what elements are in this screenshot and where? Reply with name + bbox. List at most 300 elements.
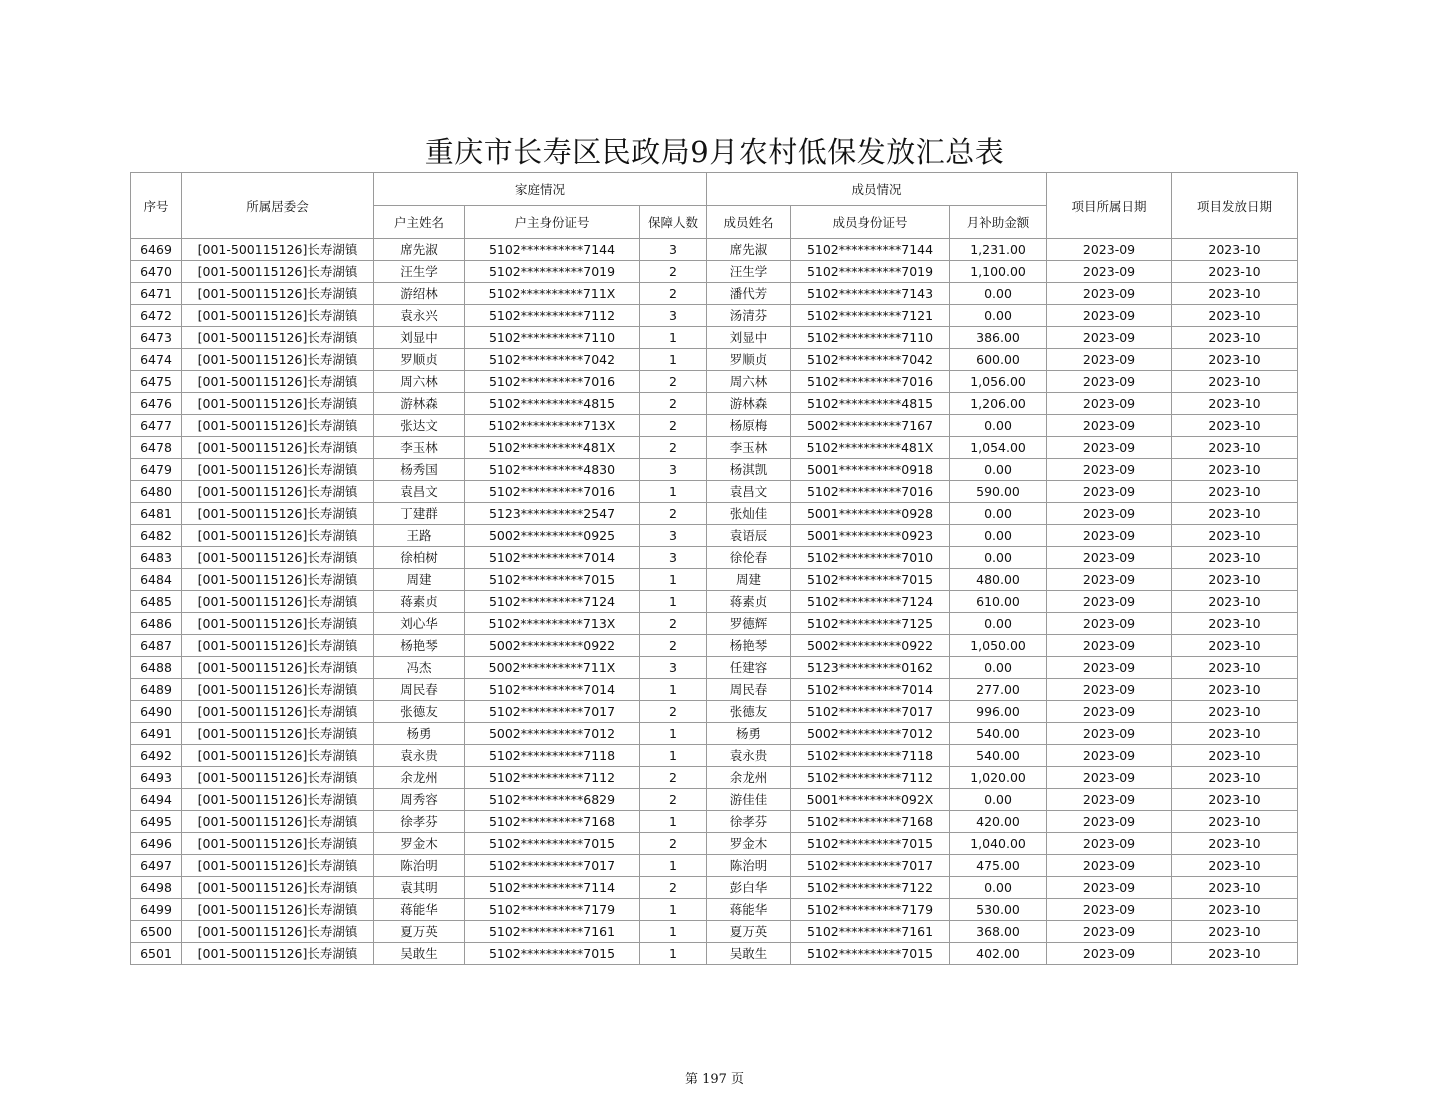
covered-count-cell: 3: [640, 657, 707, 679]
table-row: [131, 811, 1298, 833]
monthly-subsidy-cell: 402.00: [950, 943, 1047, 965]
header-member-group: 成员情况: [707, 173, 1047, 206]
head-id-cell: 5002**********0922: [465, 635, 640, 657]
issue-date-cell: 2023-10: [1172, 327, 1298, 349]
head-id-cell: 5002**********0925: [465, 525, 640, 547]
project-period-cell: 2023-09: [1047, 701, 1172, 723]
project-period-cell: 2023-09: [1047, 767, 1172, 789]
member-id-cell: 5102**********7118: [791, 745, 950, 767]
head-name-cell: 丁建群: [374, 503, 465, 525]
committee-cell: [001-500115126]长寿湖镇: [182, 679, 374, 701]
project-period-cell: 2023-09: [1047, 833, 1172, 855]
member-name-cell: 罗顺贞: [707, 349, 791, 371]
committee-cell: [001-500115126]长寿湖镇: [182, 657, 374, 679]
monthly-subsidy-cell: 1,040.00: [950, 833, 1047, 855]
committee-cell: [001-500115126]长寿湖镇: [182, 415, 374, 437]
member-id-cell: 5102**********7016: [791, 481, 950, 503]
seq-cell: 6473: [131, 327, 182, 349]
head-id-cell: 5102**********7015: [465, 569, 640, 591]
project-period-cell: 2023-09: [1047, 327, 1172, 349]
seq-cell: 6472: [131, 305, 182, 327]
monthly-subsidy-cell: 1,231.00: [950, 239, 1047, 261]
committee-cell: [001-500115126]长寿湖镇: [182, 283, 374, 305]
monthly-subsidy-cell: 0.00: [950, 305, 1047, 327]
header-project-period: 项目所属日期: [1047, 173, 1172, 239]
covered-count-cell: 1: [640, 349, 707, 371]
head-id-cell: 5102**********7016: [465, 481, 640, 503]
covered-count-cell: 2: [640, 393, 707, 415]
covered-count-cell: 2: [640, 877, 707, 899]
committee-cell: [001-500115126]长寿湖镇: [182, 899, 374, 921]
member-name-cell: 余龙州: [707, 767, 791, 789]
monthly-subsidy-cell: 1,020.00: [950, 767, 1047, 789]
monthly-subsidy-cell: 0.00: [950, 503, 1047, 525]
head-id-cell: 5102**********713X: [465, 415, 640, 437]
monthly-subsidy-cell: 610.00: [950, 591, 1047, 613]
member-name-cell: 任建容: [707, 657, 791, 679]
seq-cell: 6471: [131, 283, 182, 305]
head-id-cell: 5102**********7114: [465, 877, 640, 899]
monthly-subsidy-cell: 368.00: [950, 921, 1047, 943]
committee-cell: [001-500115126]长寿湖镇: [182, 569, 374, 591]
project-period-cell: 2023-09: [1047, 789, 1172, 811]
table-row: [131, 415, 1298, 437]
head-name-cell: 周建: [374, 569, 465, 591]
head-id-cell: 5102**********7118: [465, 745, 640, 767]
member-name-cell: 彭白华: [707, 877, 791, 899]
page-number: 第 197 页: [684, 1072, 745, 1087]
header-head-id: 户主身份证号: [465, 206, 640, 239]
member-name-cell: 游林森: [707, 393, 791, 415]
table-row: [131, 789, 1298, 811]
project-period-cell: 2023-09: [1047, 679, 1172, 701]
member-name-cell: 夏万英: [707, 921, 791, 943]
issue-date-cell: 2023-10: [1172, 745, 1298, 767]
seq-cell: 6495: [131, 811, 182, 833]
seq-cell: 6500: [131, 921, 182, 943]
head-id-cell: 5102**********7015: [465, 943, 640, 965]
issue-date-cell: 2023-10: [1172, 415, 1298, 437]
member-name-cell: 游佳佳: [707, 789, 791, 811]
committee-cell: [001-500115126]长寿湖镇: [182, 305, 374, 327]
issue-date-cell: 2023-10: [1172, 481, 1298, 503]
covered-count-cell: 1: [640, 921, 707, 943]
head-name-cell: 袁永兴: [374, 305, 465, 327]
head-name-cell: 张达文: [374, 415, 465, 437]
head-id-cell: 5102**********7161: [465, 921, 640, 943]
member-name-cell: 袁永贵: [707, 745, 791, 767]
member-id-cell: 5102**********7015: [791, 833, 950, 855]
monthly-subsidy-cell: 0.00: [950, 789, 1047, 811]
table-row: [131, 371, 1298, 393]
project-period-cell: 2023-09: [1047, 239, 1172, 261]
project-period-cell: 2023-09: [1047, 503, 1172, 525]
committee-cell: [001-500115126]长寿湖镇: [182, 591, 374, 613]
head-name-cell: 王路: [374, 525, 465, 547]
header-member-name: 成员姓名: [707, 206, 791, 239]
issue-date-cell: 2023-10: [1172, 877, 1298, 899]
committee-cell: [001-500115126]长寿湖镇: [182, 327, 374, 349]
head-id-cell: 5102**********481X: [465, 437, 640, 459]
table-row: [131, 261, 1298, 283]
monthly-subsidy-cell: 530.00: [950, 899, 1047, 921]
table-row: [131, 503, 1298, 525]
seq-cell: 6494: [131, 789, 182, 811]
covered-count-cell: 2: [640, 789, 707, 811]
committee-cell: [001-500115126]长寿湖镇: [182, 943, 374, 965]
member-name-cell: 汤清芬: [707, 305, 791, 327]
head-name-cell: 李玉林: [374, 437, 465, 459]
head-name-cell: 袁昌文: [374, 481, 465, 503]
member-id-cell: 5102**********7017: [791, 701, 950, 723]
issue-date-cell: 2023-10: [1172, 789, 1298, 811]
seq-cell: 6481: [131, 503, 182, 525]
header-covered-count: 保障人数: [640, 206, 707, 239]
header-seq: 序号: [131, 173, 182, 239]
header-member-id: 成员身份证号: [791, 206, 950, 239]
head-name-cell: 蒋素贞: [374, 591, 465, 613]
project-period-cell: 2023-09: [1047, 393, 1172, 415]
table-row: [131, 481, 1298, 503]
member-id-cell: 5102**********7121: [791, 305, 950, 327]
committee-cell: [001-500115126]长寿湖镇: [182, 481, 374, 503]
table-row: [131, 855, 1298, 877]
project-period-cell: 2023-09: [1047, 855, 1172, 877]
head-id-cell: 5102**********7016: [465, 371, 640, 393]
monthly-subsidy-cell: 540.00: [950, 723, 1047, 745]
covered-count-cell: 1: [640, 811, 707, 833]
committee-cell: [001-500115126]长寿湖镇: [182, 371, 374, 393]
committee-cell: [001-500115126]长寿湖镇: [182, 877, 374, 899]
member-id-cell: 5102**********7112: [791, 767, 950, 789]
table-row: [131, 723, 1298, 745]
member-id-cell: 5102**********7110: [791, 327, 950, 349]
project-period-cell: 2023-09: [1047, 547, 1172, 569]
header-family-group: 家庭情况: [374, 173, 707, 206]
head-id-cell: 5102**********7019: [465, 261, 640, 283]
header-committee: 所属居委会: [182, 173, 374, 239]
head-name-cell: 周民春: [374, 679, 465, 701]
head-id-cell: 5102**********7144: [465, 239, 640, 261]
head-name-cell: 袁其明: [374, 877, 465, 899]
project-period-cell: 2023-09: [1047, 591, 1172, 613]
table-row: [131, 613, 1298, 635]
table-row: [131, 767, 1298, 789]
project-period-cell: 2023-09: [1047, 283, 1172, 305]
allowance-table: [130, 172, 1298, 965]
head-id-cell: 5102**********7017: [465, 855, 640, 877]
seq-cell: 6489: [131, 679, 182, 701]
covered-count-cell: 2: [640, 833, 707, 855]
head-id-cell: 5102**********7015: [465, 833, 640, 855]
covered-count-cell: 3: [640, 547, 707, 569]
table-row: [131, 877, 1298, 899]
covered-count-cell: 3: [640, 459, 707, 481]
covered-count-cell: 1: [640, 745, 707, 767]
seq-cell: 6480: [131, 481, 182, 503]
committee-cell: [001-500115126]长寿湖镇: [182, 921, 374, 943]
seq-cell: 6499: [131, 899, 182, 921]
table-row: [131, 833, 1298, 855]
member-id-cell: 5102**********7124: [791, 591, 950, 613]
seq-cell: 6492: [131, 745, 182, 767]
monthly-subsidy-cell: 540.00: [950, 745, 1047, 767]
table-row: [131, 679, 1298, 701]
project-period-cell: 2023-09: [1047, 569, 1172, 591]
issue-date-cell: 2023-10: [1172, 459, 1298, 481]
monthly-subsidy-cell: 1,054.00: [950, 437, 1047, 459]
head-name-cell: 周秀容: [374, 789, 465, 811]
member-id-cell: 5102**********481X: [791, 437, 950, 459]
member-name-cell: 杨艳琴: [707, 635, 791, 657]
monthly-subsidy-cell: 386.00: [950, 327, 1047, 349]
monthly-subsidy-cell: 590.00: [950, 481, 1047, 503]
head-name-cell: 罗顺贞: [374, 349, 465, 371]
head-name-cell: 周六林: [374, 371, 465, 393]
covered-count-cell: 3: [640, 525, 707, 547]
member-name-cell: 蒋能华: [707, 899, 791, 921]
head-id-cell: 5102**********7179: [465, 899, 640, 921]
issue-date-cell: 2023-10: [1172, 437, 1298, 459]
member-id-cell: 5102**********7016: [791, 371, 950, 393]
head-name-cell: 汪生学: [374, 261, 465, 283]
seq-cell: 6491: [131, 723, 182, 745]
head-name-cell: 袁永贵: [374, 745, 465, 767]
seq-cell: 6493: [131, 767, 182, 789]
head-id-cell: 5102**********7124: [465, 591, 640, 613]
committee-cell: [001-500115126]长寿湖镇: [182, 723, 374, 745]
committee-cell: [001-500115126]长寿湖镇: [182, 349, 374, 371]
head-name-cell: 刘显中: [374, 327, 465, 349]
monthly-subsidy-cell: 0.00: [950, 613, 1047, 635]
issue-date-cell: 2023-10: [1172, 393, 1298, 415]
table-row: [131, 393, 1298, 415]
member-id-cell: 5102**********7161: [791, 921, 950, 943]
committee-cell: [001-500115126]长寿湖镇: [182, 811, 374, 833]
member-name-cell: 周民春: [707, 679, 791, 701]
table-row: [131, 657, 1298, 679]
covered-count-cell: 1: [640, 591, 707, 613]
project-period-cell: 2023-09: [1047, 723, 1172, 745]
member-name-cell: 刘显中: [707, 327, 791, 349]
member-id-cell: 5002**********7167: [791, 415, 950, 437]
head-name-cell: 罗金木: [374, 833, 465, 855]
page-title: 重庆市长寿区民政局9月农村低保发放汇总表: [424, 135, 1005, 169]
project-period-cell: 2023-09: [1047, 613, 1172, 635]
member-id-cell: 5102**********7125: [791, 613, 950, 635]
covered-count-cell: 1: [640, 327, 707, 349]
table-row: [131, 327, 1298, 349]
project-period-cell: 2023-09: [1047, 481, 1172, 503]
issue-date-cell: 2023-10: [1172, 635, 1298, 657]
head-name-cell: 杨勇: [374, 723, 465, 745]
member-id-cell: 5102**********7014: [791, 679, 950, 701]
member-name-cell: 李玉林: [707, 437, 791, 459]
project-period-cell: 2023-09: [1047, 525, 1172, 547]
table-row: [131, 569, 1298, 591]
monthly-subsidy-cell: 0.00: [950, 283, 1047, 305]
member-id-cell: 5102**********7168: [791, 811, 950, 833]
head-name-cell: 陈治明: [374, 855, 465, 877]
committee-cell: [001-500115126]长寿湖镇: [182, 833, 374, 855]
seq-cell: 6470: [131, 261, 182, 283]
issue-date-cell: 2023-10: [1172, 723, 1298, 745]
member-name-cell: 张灿佳: [707, 503, 791, 525]
member-name-cell: 袁语辰: [707, 525, 791, 547]
header-head-name: 户主姓名: [374, 206, 465, 239]
seq-cell: 6484: [131, 569, 182, 591]
covered-count-cell: 2: [640, 767, 707, 789]
issue-date-cell: 2023-10: [1172, 503, 1298, 525]
seq-cell: 6486: [131, 613, 182, 635]
committee-cell: [001-500115126]长寿湖镇: [182, 503, 374, 525]
member-name-cell: 罗德辉: [707, 613, 791, 635]
head-name-cell: 杨艳琴: [374, 635, 465, 657]
head-id-cell: 5102**********7112: [465, 305, 640, 327]
covered-count-cell: 1: [640, 855, 707, 877]
seq-cell: 6474: [131, 349, 182, 371]
project-period-cell: 2023-09: [1047, 437, 1172, 459]
head-id-cell: 5102**********711X: [465, 283, 640, 305]
seq-cell: 6476: [131, 393, 182, 415]
committee-cell: [001-500115126]长寿湖镇: [182, 745, 374, 767]
member-id-cell: 5123**********0162: [791, 657, 950, 679]
seq-cell: 6487: [131, 635, 182, 657]
head-id-cell: 5002**********711X: [465, 657, 640, 679]
head-id-cell: 5102**********7112: [465, 767, 640, 789]
project-period-cell: 2023-09: [1047, 635, 1172, 657]
seq-cell: 6469: [131, 239, 182, 261]
monthly-subsidy-cell: 1,056.00: [950, 371, 1047, 393]
head-id-cell: 5102**********7017: [465, 701, 640, 723]
head-id-cell: 5102**********7042: [465, 349, 640, 371]
committee-cell: [001-500115126]长寿湖镇: [182, 613, 374, 635]
head-name-cell: 蒋能华: [374, 899, 465, 921]
covered-count-cell: 1: [640, 899, 707, 921]
covered-count-cell: 2: [640, 261, 707, 283]
member-id-cell: 5001**********092X: [791, 789, 950, 811]
project-period-cell: 2023-09: [1047, 811, 1172, 833]
covered-count-cell: 1: [640, 481, 707, 503]
project-period-cell: 2023-09: [1047, 877, 1172, 899]
table-row: [131, 305, 1298, 327]
member-name-cell: 汪生学: [707, 261, 791, 283]
member-name-cell: 席先淑: [707, 239, 791, 261]
seq-cell: 6479: [131, 459, 182, 481]
seq-cell: 6488: [131, 657, 182, 679]
covered-count-cell: 3: [640, 305, 707, 327]
member-name-cell: 周建: [707, 569, 791, 591]
project-period-cell: 2023-09: [1047, 899, 1172, 921]
member-name-cell: 袁昌文: [707, 481, 791, 503]
issue-date-cell: 2023-10: [1172, 921, 1298, 943]
seq-cell: 6496: [131, 833, 182, 855]
issue-date-cell: 2023-10: [1172, 767, 1298, 789]
issue-date-cell: 2023-10: [1172, 349, 1298, 371]
table-row: [131, 547, 1298, 569]
monthly-subsidy-cell: 277.00: [950, 679, 1047, 701]
member-id-cell: 5102**********7179: [791, 899, 950, 921]
monthly-subsidy-cell: 0.00: [950, 877, 1047, 899]
issue-date-cell: 2023-10: [1172, 833, 1298, 855]
monthly-subsidy-cell: 0.00: [950, 525, 1047, 547]
head-id-cell: 5102**********4830: [465, 459, 640, 481]
member-name-cell: 吴敢生: [707, 943, 791, 965]
project-period-cell: 2023-09: [1047, 921, 1172, 943]
member-id-cell: 5102**********7143: [791, 283, 950, 305]
header-monthly-subsidy: 月补助金额: [950, 206, 1047, 239]
issue-date-cell: 2023-10: [1172, 591, 1298, 613]
head-name-cell: 夏万英: [374, 921, 465, 943]
seq-cell: 6483: [131, 547, 182, 569]
issue-date-cell: 2023-10: [1172, 261, 1298, 283]
member-name-cell: 陈治明: [707, 855, 791, 877]
member-id-cell: 5002**********7012: [791, 723, 950, 745]
issue-date-cell: 2023-10: [1172, 811, 1298, 833]
committee-cell: [001-500115126]长寿湖镇: [182, 547, 374, 569]
member-id-cell: 5102**********7015: [791, 569, 950, 591]
monthly-subsidy-cell: 1,206.00: [950, 393, 1047, 415]
member-id-cell: 5102**********7042: [791, 349, 950, 371]
head-name-cell: 刘心华: [374, 613, 465, 635]
head-name-cell: 冯杰: [374, 657, 465, 679]
covered-count-cell: 2: [640, 635, 707, 657]
committee-cell: [001-500115126]长寿湖镇: [182, 767, 374, 789]
member-id-cell: 5002**********0922: [791, 635, 950, 657]
issue-date-cell: 2023-10: [1172, 283, 1298, 305]
committee-cell: [001-500115126]长寿湖镇: [182, 525, 374, 547]
table-row: [131, 437, 1298, 459]
head-id-cell: 5102**********713X: [465, 613, 640, 635]
project-period-cell: 2023-09: [1047, 371, 1172, 393]
covered-count-cell: 2: [640, 613, 707, 635]
head-id-cell: 5102**********7014: [465, 679, 640, 701]
covered-count-cell: 2: [640, 371, 707, 393]
covered-count-cell: 1: [640, 569, 707, 591]
seq-cell: 6482: [131, 525, 182, 547]
project-period-cell: 2023-09: [1047, 943, 1172, 965]
head-name-cell: 杨秀国: [374, 459, 465, 481]
member-id-cell: 5102**********7010: [791, 547, 950, 569]
table-row: [131, 591, 1298, 613]
seq-cell: 6497: [131, 855, 182, 877]
committee-cell: [001-500115126]长寿湖镇: [182, 789, 374, 811]
covered-count-cell: 2: [640, 503, 707, 525]
seq-cell: 6498: [131, 877, 182, 899]
covered-count-cell: 2: [640, 437, 707, 459]
member-name-cell: 杨淇凯: [707, 459, 791, 481]
head-id-cell: 5123**********2547: [465, 503, 640, 525]
seq-cell: 6490: [131, 701, 182, 723]
issue-date-cell: 2023-10: [1172, 855, 1298, 877]
member-name-cell: 徐孝芬: [707, 811, 791, 833]
monthly-subsidy-cell: 0.00: [950, 547, 1047, 569]
issue-date-cell: 2023-10: [1172, 657, 1298, 679]
committee-cell: [001-500115126]长寿湖镇: [182, 261, 374, 283]
member-id-cell: 5102**********7122: [791, 877, 950, 899]
member-id-cell: 5001**********0928: [791, 503, 950, 525]
member-id-cell: 5001**********0923: [791, 525, 950, 547]
issue-date-cell: 2023-10: [1172, 525, 1298, 547]
seq-cell: 6478: [131, 437, 182, 459]
monthly-subsidy-cell: 480.00: [950, 569, 1047, 591]
member-name-cell: 杨勇: [707, 723, 791, 745]
monthly-subsidy-cell: 0.00: [950, 415, 1047, 437]
project-period-cell: 2023-09: [1047, 305, 1172, 327]
table-row: [131, 745, 1298, 767]
issue-date-cell: 2023-10: [1172, 943, 1298, 965]
project-period-cell: 2023-09: [1047, 459, 1172, 481]
